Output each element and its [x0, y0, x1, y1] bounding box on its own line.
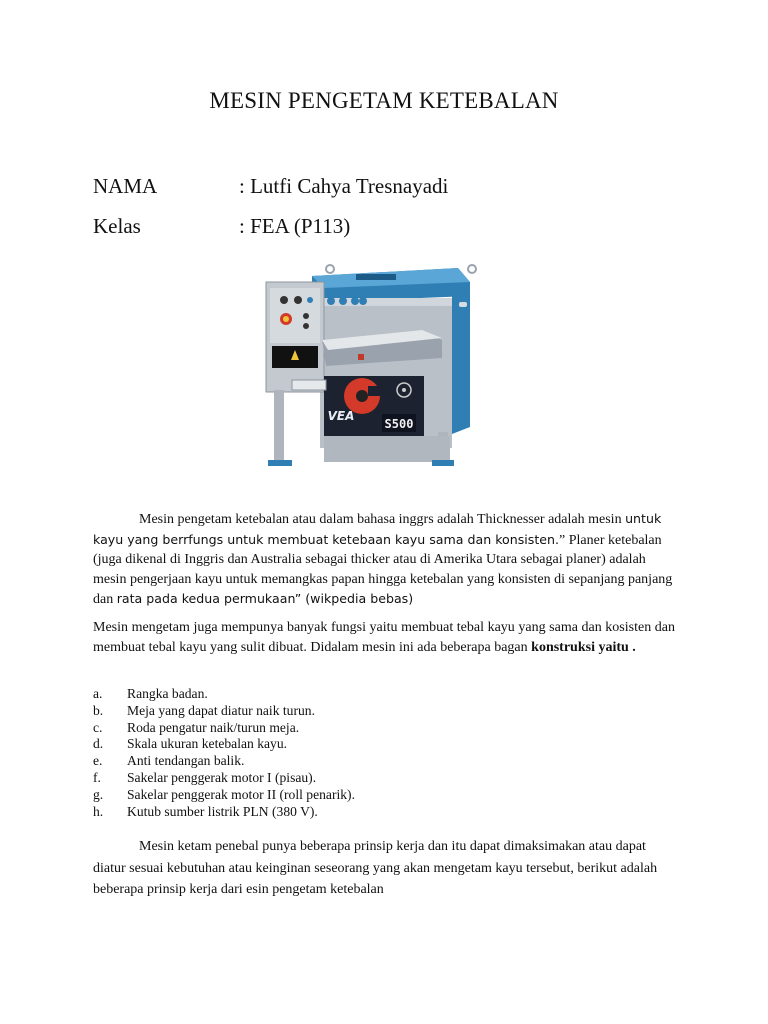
model-label: S500 — [384, 417, 414, 431]
list-item-text: Skala ukuran ketebalan kayu. — [127, 736, 288, 752]
class-label: Kelas — [93, 214, 141, 238]
list-item-text: Sakelar penggerak motor I (pisau). — [127, 769, 317, 785]
list-item-marker: b. — [93, 702, 104, 718]
paragraph-principle: Mesin ketam penebal punya beberapa prinsip kerja dan itu dapat dimaksimakan atau dapat diatur sesuai kebutuhan atau keinginan seseorang yang akan mengetam kayu tersebut, berikut adalah beberapa prinsip kerja dari esin pengetam ketebalan — [93, 839, 658, 897]
list-item-marker: g. — [93, 786, 104, 802]
list-item-marker: f. — [93, 769, 101, 785]
list-item — [93, 736, 673, 753]
class-row — [93, 214, 350, 239]
list-item-marker: c. — [93, 719, 103, 735]
paragraph-intro — [93, 509, 675, 610]
list-item — [93, 720, 673, 737]
list-item-text: Sakelar penggerak motor II (roll penarik). — [127, 786, 355, 802]
construction-parts-list — [93, 686, 673, 820]
name-row — [93, 174, 448, 199]
list-item — [93, 787, 673, 804]
page-title: MESIN PENGETAM KETEBALAN — [209, 88, 559, 113]
list-item-marker: h. — [93, 803, 104, 819]
thicknesser-machine-image — [262, 262, 482, 482]
class-value: : FEA (P113) — [239, 214, 351, 238]
brand-label: VEA — [327, 409, 355, 423]
list-item — [93, 686, 673, 703]
list-item-text: Meja yang dapat diatur naik turun. — [127, 702, 315, 718]
list-item — [93, 804, 673, 821]
list-item — [93, 703, 673, 720]
list-item — [93, 770, 673, 787]
list-item-marker: d. — [93, 736, 104, 752]
paragraph-intro-part-b: untuk kayu yang berrfungs untuk membuat ketebaan kayu sama dan konsisten. — [93, 511, 662, 547]
name-value: : Lutfi Cahya Tresnayadi — [239, 174, 449, 198]
paragraph-function — [93, 618, 675, 657]
list-item-text: Roda pengatur naik/turun meja. — [127, 719, 300, 735]
name-label: NAMA — [93, 174, 158, 198]
thicknesser-machine-illustration — [262, 262, 482, 482]
paragraph-function-text: Mesin mengetam juga mempunya banyak fungsi yaitu membuat tebal kayu yang sama dan kosisten dan membuat tebal kayu yang sulit dibuat. Didalam mesin ini ada beberapa bagan — [93, 620, 675, 655]
paragraph-function-last: konstruksi yaitu . — [531, 639, 636, 655]
list-item-text: Rangka badan. — [127, 686, 208, 701]
list-item-marker: a. — [93, 686, 103, 701]
list-item-text: Kutub sumber listrik PLN (380 V). — [127, 803, 318, 819]
paragraph-intro-part-d: rata pada kedua permukaan” (wikpedia bebas) — [116, 591, 414, 606]
paragraph-intro-part-a: Mesin pengetam ketebalan atau dalam bahasa inggrs adalah Thicknesser adalah mesin — [139, 512, 626, 527]
list-item-marker: e. — [93, 753, 103, 769]
list-item — [93, 753, 673, 770]
paragraph-intro-part-c: ” Planer ketebalan (juga dikenal di Inggris dan Australia sebagai thicker atau di Amerika Utara sebagai planer) adalah mesin pengerjaan kayu untuk memangkas papan hingga ketebalan yang konsisten di sepanjang panjang dan — [93, 532, 673, 607]
list-item-text: Anti tendangan balik. — [127, 753, 245, 769]
